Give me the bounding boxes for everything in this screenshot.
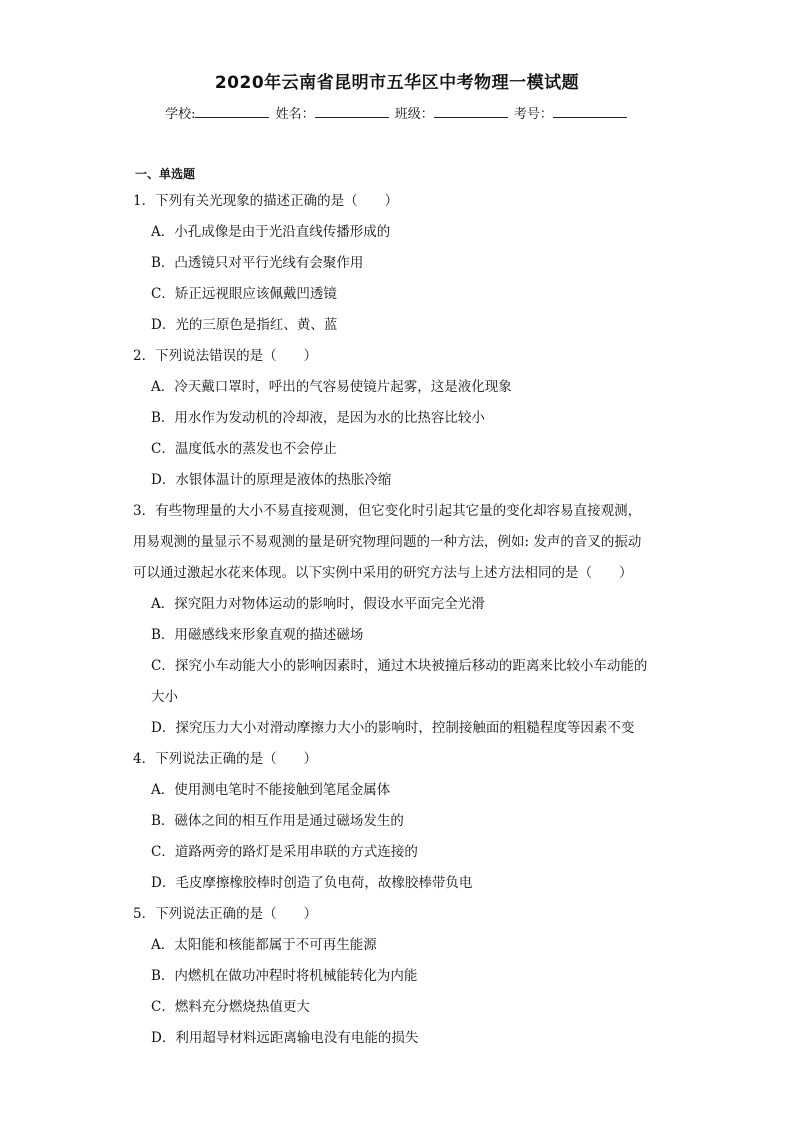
answer-option[interactable]: B．用磁感线来形象直观的描述磁场 (151, 627, 364, 643)
answer-option[interactable]: B．磁体之间的相互作用是通过磁场发生的 (151, 813, 404, 829)
question-block (133, 500, 673, 748)
name-label: 姓名： (275, 107, 315, 122)
question-list (133, 190, 673, 1058)
answer-option[interactable]: D．水银体温计的原理是液体的热胀冷缩 (151, 472, 392, 488)
answer-option[interactable]: A．太阳能和核能都属于不可再生能源 (151, 937, 377, 953)
exam-title: 2020年云南省昆明市五华区中考物理一模试题 (214, 73, 580, 93)
answer-option[interactable]: A．使用测电笔时不能接触到笔尾金属体 (151, 782, 391, 798)
answer-option[interactable]: A．小孔成像是由于光沿直线传播形成的 (151, 224, 391, 240)
class-blank[interactable] (434, 105, 508, 118)
question-stem-line: 用易观测的量显示不易观测的量是研究物理问题的一种方法，例如: 发声的音叉的振动 (133, 534, 642, 550)
exam-number-blank[interactable] (553, 105, 627, 118)
question-block (133, 190, 673, 345)
question-stem-line: 4．下列说法正确的是（ ） (133, 751, 318, 767)
answer-option[interactable]: C．矫正远视眼应该佩戴凹透镜 (151, 286, 337, 302)
student-info-row (0, 103, 794, 122)
answer-option[interactable]: 大小 (151, 689, 178, 705)
answer-option[interactable]: D．光的三原色是指红、黄、蓝 (151, 317, 338, 333)
school-label: 学校: (165, 107, 196, 122)
answer-option[interactable]: C．燃料充分燃烧热值更大 (151, 999, 310, 1015)
school-blank[interactable] (195, 105, 269, 118)
question-stem-line: 3．有些物理量的大小不易直接观测，但它变化时引起其它量的变化却容易直接观测， (133, 503, 642, 519)
question-stem-line: 5．下列说法正确的是（ ） (133, 906, 318, 922)
question-block (133, 748, 673, 903)
class-label: 班级： (394, 107, 434, 122)
answer-option[interactable]: A．冷天戴口罩时，呼出的气容易使镜片起雾，这是液化现象 (151, 379, 512, 395)
question-stem-line: 2．下列说法错误的是（ ） (133, 348, 318, 364)
answer-option[interactable]: C．温度低水的蒸发也不会停止 (151, 441, 337, 457)
name-blank[interactable] (315, 105, 389, 118)
answer-option[interactable]: D．毛皮摩擦橡胶棒时创造了负电荷，故橡胶棒带负电 (151, 875, 473, 891)
answer-option[interactable]: B．用水作为发动机的冷却液，是因为水的比热容比较小 (151, 410, 485, 426)
question-block (133, 903, 673, 1058)
answer-option[interactable]: A．探究阻力对物体运动的影响时，假设水平面完全光滑 (151, 596, 485, 612)
question-block (133, 345, 673, 500)
answer-option[interactable]: C．探究小车动能大小的影响因素时，通过木块被撞后移动的距离来比较小车动能的 (151, 658, 648, 674)
question-stem-line: 可以通过激起水花来体现。以下实例中采用的研究方法与上述方法相同的是（ ） (133, 565, 633, 581)
exam-number-label: 考号： (513, 107, 553, 122)
answer-option[interactable]: C．道路两旁的路灯是采用串联的方式连接的 (151, 844, 418, 860)
question-stem-line: 1．下列有关光现象的描述正确的是（ ） (133, 193, 399, 209)
answer-option[interactable]: B．内燃机在做功冲程时将机械能转化为内能 (151, 968, 418, 984)
answer-option[interactable]: D．探究压力大小对滑动摩擦力大小的影响时，控制接触面的粗糙程度等因素不变 (151, 720, 635, 736)
answer-option[interactable]: B．凸透镜只对平行光线有会聚作用 (151, 255, 364, 271)
answer-option[interactable]: D．利用超导材料远距离输电没有电能的损失 (151, 1030, 419, 1046)
section-title: 一、单选题 (135, 167, 196, 181)
